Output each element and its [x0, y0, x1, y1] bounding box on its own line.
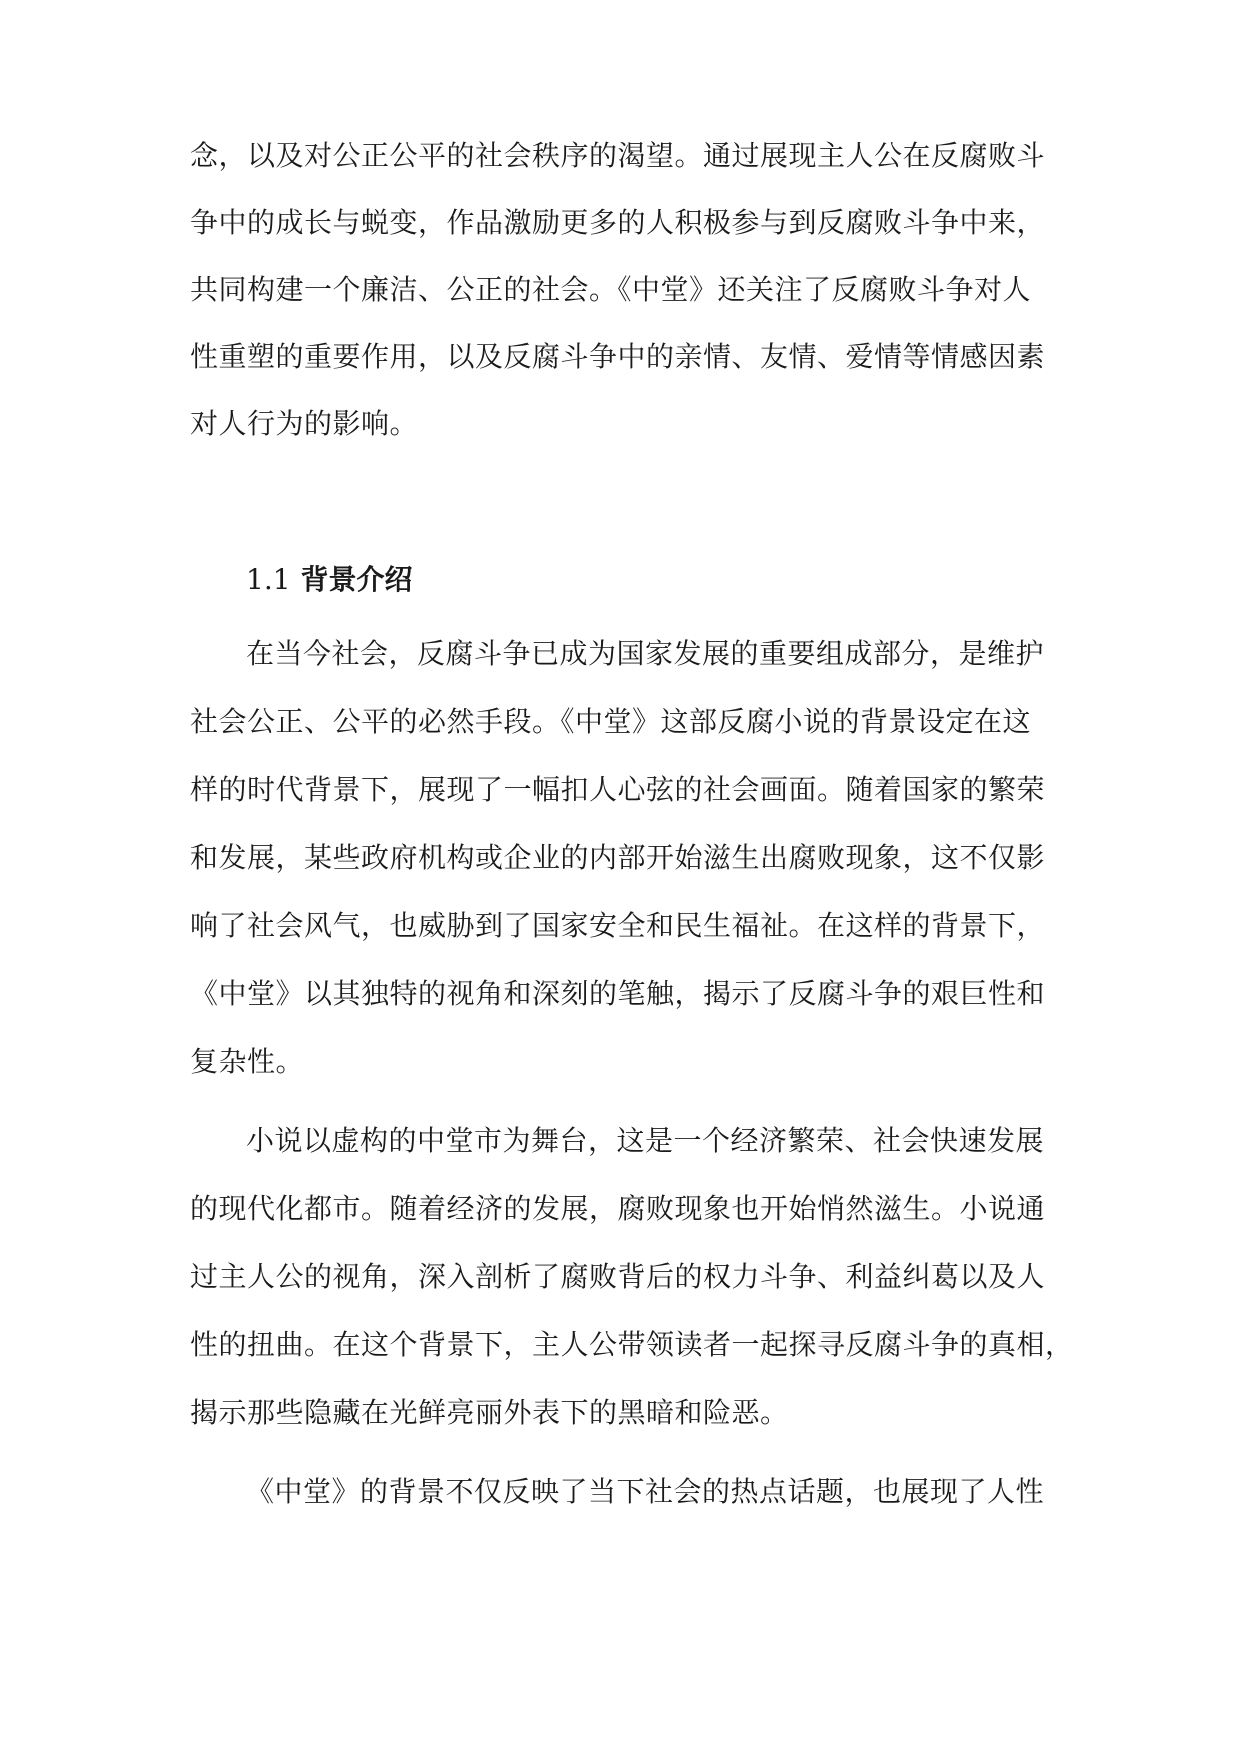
text-line: 《中堂》以其独特的视角和深刻的笔触，揭示了反腐斗争的艰巨性和 [190, 977, 1046, 1010]
text-line: 复杂性。 [190, 1045, 305, 1078]
text-line: 揭示那些隐藏在光鲜亮丽外表下的黑暗和险恶。 [190, 1396, 789, 1429]
text-line: 过主人公的视角，深入剖析了腐败背后的权力斗争、利益纠葛以及人 [190, 1260, 1046, 1293]
section-title: 背景介绍 [300, 563, 413, 596]
text-line: 在当今社会，反腐斗争已成为国家发展的重要组成部分，是维护 [246, 637, 1045, 670]
text-line: 小说以虚构的中堂市为舞台，这是一个经济繁荣、社会快速发展 [246, 1124, 1045, 1157]
text-line: 性的扭曲。在这个背景下，主人公带领读者一起探寻反腐斗争的真相， [190, 1328, 1074, 1361]
text-line: 共同构建一个廉洁、公正的社会。《中堂》还关注了反腐败斗争对人 [190, 273, 1032, 306]
text-line: 样的时代背景下，展现了一幅扣人心弦的社会画面。随着国家的繁荣 [190, 773, 1046, 806]
text-line: 争中的成长与蜕变，作品激励更多的人积极参与到反腐败斗争中来， [190, 206, 1046, 239]
section-heading [246, 560, 413, 600]
text-line: 《中堂》的背景不仅反映了当下社会的热点话题，也展现了人性 [246, 1475, 1045, 1508]
text-line: 社会公正、公平的必然手段。《中堂》这部反腐小说的背景设定在这 [190, 705, 1032, 738]
text-line: 响了社会风气，也威胁到了国家安全和民生福祉。在这样的背景下， [190, 909, 1046, 942]
section-number: 1.1 [246, 563, 291, 596]
text-line: 性重塑的重要作用，以及反腐斗争中的亲情、友情、爱情等情感因素 [190, 340, 1046, 373]
text-line: 和发展，某些政府机构或企业的内部开始滋生出腐败现象，这不仅影 [190, 841, 1046, 874]
text-line: 对人行为的影响。 [190, 407, 419, 440]
text-line: 的现代化都市。随着经济的发展，腐败现象也开始悄然滋生。小说通 [190, 1192, 1046, 1225]
text-line: 念，以及对公正公平的社会秩序的渴望。通过展现主人公在反腐败斗 [190, 139, 1046, 172]
